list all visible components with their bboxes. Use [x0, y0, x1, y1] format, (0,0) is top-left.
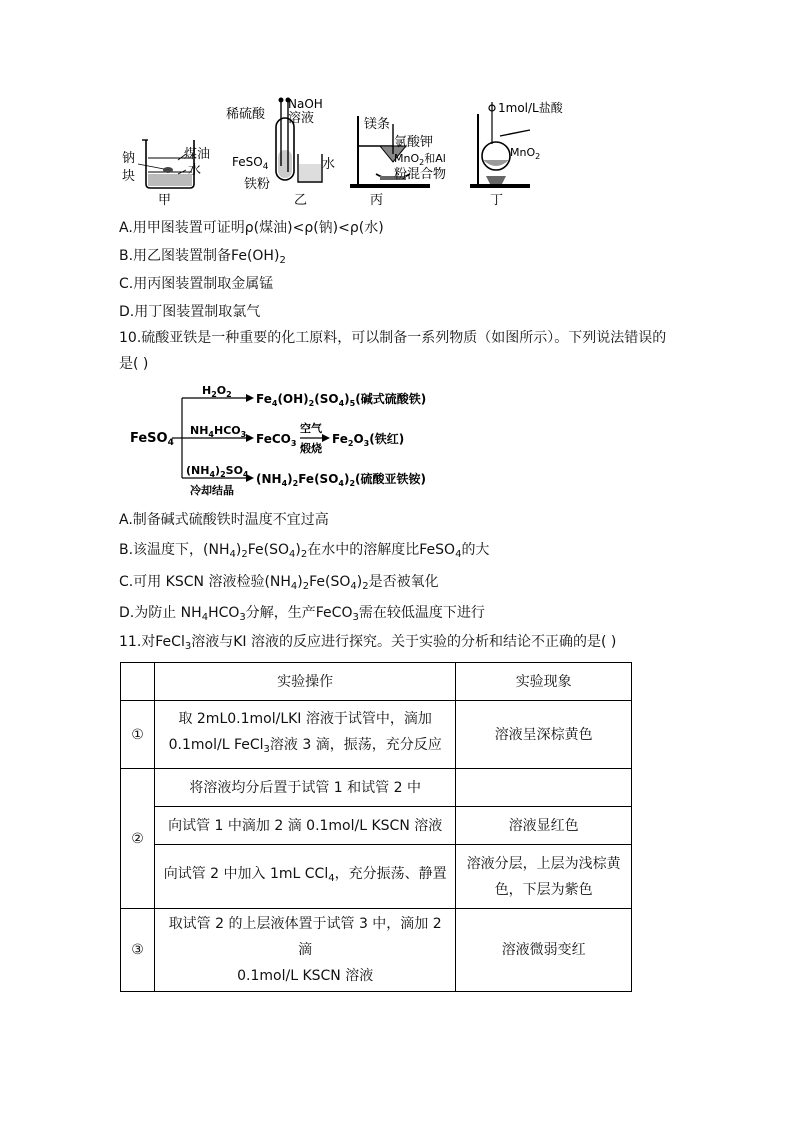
yi-feso4-label: FeSO$_4$ — [232, 155, 269, 172]
table-header-no — [121, 663, 155, 701]
flow-r2-reagent: $NH_4HCO_3$ — [190, 424, 247, 439]
row-observation: 溶液分层，上层为浅棕黄 色，下层为紫色 — [456, 845, 632, 909]
flow-r1-reagent: $H_2O_2$ — [202, 384, 232, 399]
yi-label: 乙 — [294, 193, 308, 208]
q10-stem-line2: 是( ) — [119, 356, 149, 372]
row-no: ① — [121, 701, 155, 769]
q9-option-c: C.用丙图装置制取金属锰 — [119, 276, 274, 292]
flow-r3-cool: 冷却结晶 — [190, 484, 234, 497]
table-row — [121, 845, 632, 909]
row-observation — [456, 769, 632, 807]
q9-option-d: D.用丁图装置制取氯气 — [119, 304, 261, 320]
flow-r1-product: $Fe_4(OH)_2(SO_4)_5$(碱式硫酸铁) — [256, 392, 427, 408]
jia-na-label: 钠 — [122, 151, 136, 166]
q9-option-b: B.用乙图装置制备$Fe(OH)_2$ — [119, 248, 286, 266]
row-operation: 向试管 2 中加入 1mL CCl$_4$，充分振荡、静置 — [154, 845, 455, 909]
bing-mg-label: 镁条 — [364, 117, 391, 132]
ding-mno2-label: MnO$_2$ — [510, 146, 541, 161]
row-no: ② — [121, 769, 155, 909]
q10-option-b: B.该温度下，$(NH_4)_2Fe(SO_4)_2$在水中的溶解度比FeSO$_4$的大 — [119, 542, 490, 560]
row-operation: 向试管 1 中滴加 2 滴 0.1mol/L KSCN 溶液 — [154, 807, 455, 845]
q11-stem: 11.对FeCl$_3$溶液与KI 溶液的反应进行探究。关于实验的分析和结论不正确的是( ) — [119, 634, 617, 652]
row-operation: 取试管 2 的上层液体置于试管 3 中，滴加 2 滴 0.1mol/L KSCN 溶液 — [154, 909, 455, 992]
row-no: ③ — [121, 909, 155, 992]
row-operation: 将溶液均分后置于试管 1 和试管 2 中 — [154, 769, 455, 807]
q10-option-d: D.为防止 $NH_4HCO_3$分解，生产FeCO$_3$需在较低温度下进行 — [119, 605, 485, 623]
jia-label: 甲 — [158, 193, 172, 208]
flow-r3-reagent: $(NH_4)_2SO_4$ — [186, 464, 249, 479]
apparatus-figure — [118, 96, 588, 208]
table-header-operation: 实验操作 — [154, 663, 455, 701]
q10-flow-diagram — [128, 378, 428, 498]
bing-powder-label: 粉混合物 — [394, 167, 447, 182]
yi-naoh-label: NaOH — [288, 97, 323, 111]
row-observation: 溶液微弱变红 — [456, 909, 632, 992]
jia-block-label: 块 — [122, 169, 136, 184]
table-header-row — [121, 663, 632, 701]
flow-start: FeSO$_4$ — [130, 431, 174, 448]
table-row — [121, 769, 632, 807]
jia-water-label: 水 — [188, 163, 202, 178]
bing-mix-label: MnO$_2$和Al — [394, 152, 446, 167]
flow-r2-heat: 煅烧 — [300, 442, 322, 455]
q11-experiment-table — [120, 662, 632, 992]
yi-water-label: 水 — [322, 157, 336, 172]
row-observation: 溶液呈深棕黄色 — [456, 701, 632, 769]
flow-r3-product: $(NH_4)_2Fe(SO_4)_2$(硫酸亚铁铵) — [256, 472, 427, 488]
table-header-observation: 实验现象 — [456, 663, 632, 701]
table-row — [121, 909, 632, 992]
yi-iron-label: 铁粉 — [244, 177, 271, 192]
flow-r2-product: $Fe_2O_3$(铁红) — [332, 432, 405, 448]
flow-r2-mid: FeCO$_3$ — [256, 432, 297, 448]
q9-option-a: A.用甲图装置可证明ρ(煤油)<ρ(钠)<ρ(水) — [119, 220, 384, 236]
yi-naoh-solution-label: 溶液 — [288, 111, 315, 126]
flow-r2-air: 空气 — [300, 422, 322, 435]
jia-oil-label: 煤油 — [184, 147, 211, 162]
ding-hcl-label: 1mol/L盐酸 — [498, 101, 563, 115]
row-observation: 溶液显红色 — [456, 807, 632, 845]
yi-acid-label: 稀硫酸 — [226, 107, 266, 122]
q10-option-c: C.可用 KSCN 溶液检验$(NH_4)_2Fe(SO_4)_2$是否被氧化 — [119, 574, 439, 592]
q10-stem-line1: 10.硫酸亚铁是一种重要的化工原料，可以制备一系列物质（如图所示）。下列说法错误的 — [119, 330, 667, 346]
table-row — [121, 701, 632, 769]
bing-kclo3-label: 氯酸钾 — [394, 135, 434, 150]
ding-label: 丁 — [490, 193, 504, 208]
bing-label: 丙 — [370, 193, 384, 208]
row-operation: 取 2mL0.1mol/LKI 溶液于试管中，滴加 0.1mol/L FeCl$_3$溶液 3 滴，振荡，充分反应 — [154, 701, 455, 769]
q10-option-a: A.制备碱式硫酸铁时温度不宜过高 — [119, 512, 329, 528]
table-row — [121, 807, 632, 845]
